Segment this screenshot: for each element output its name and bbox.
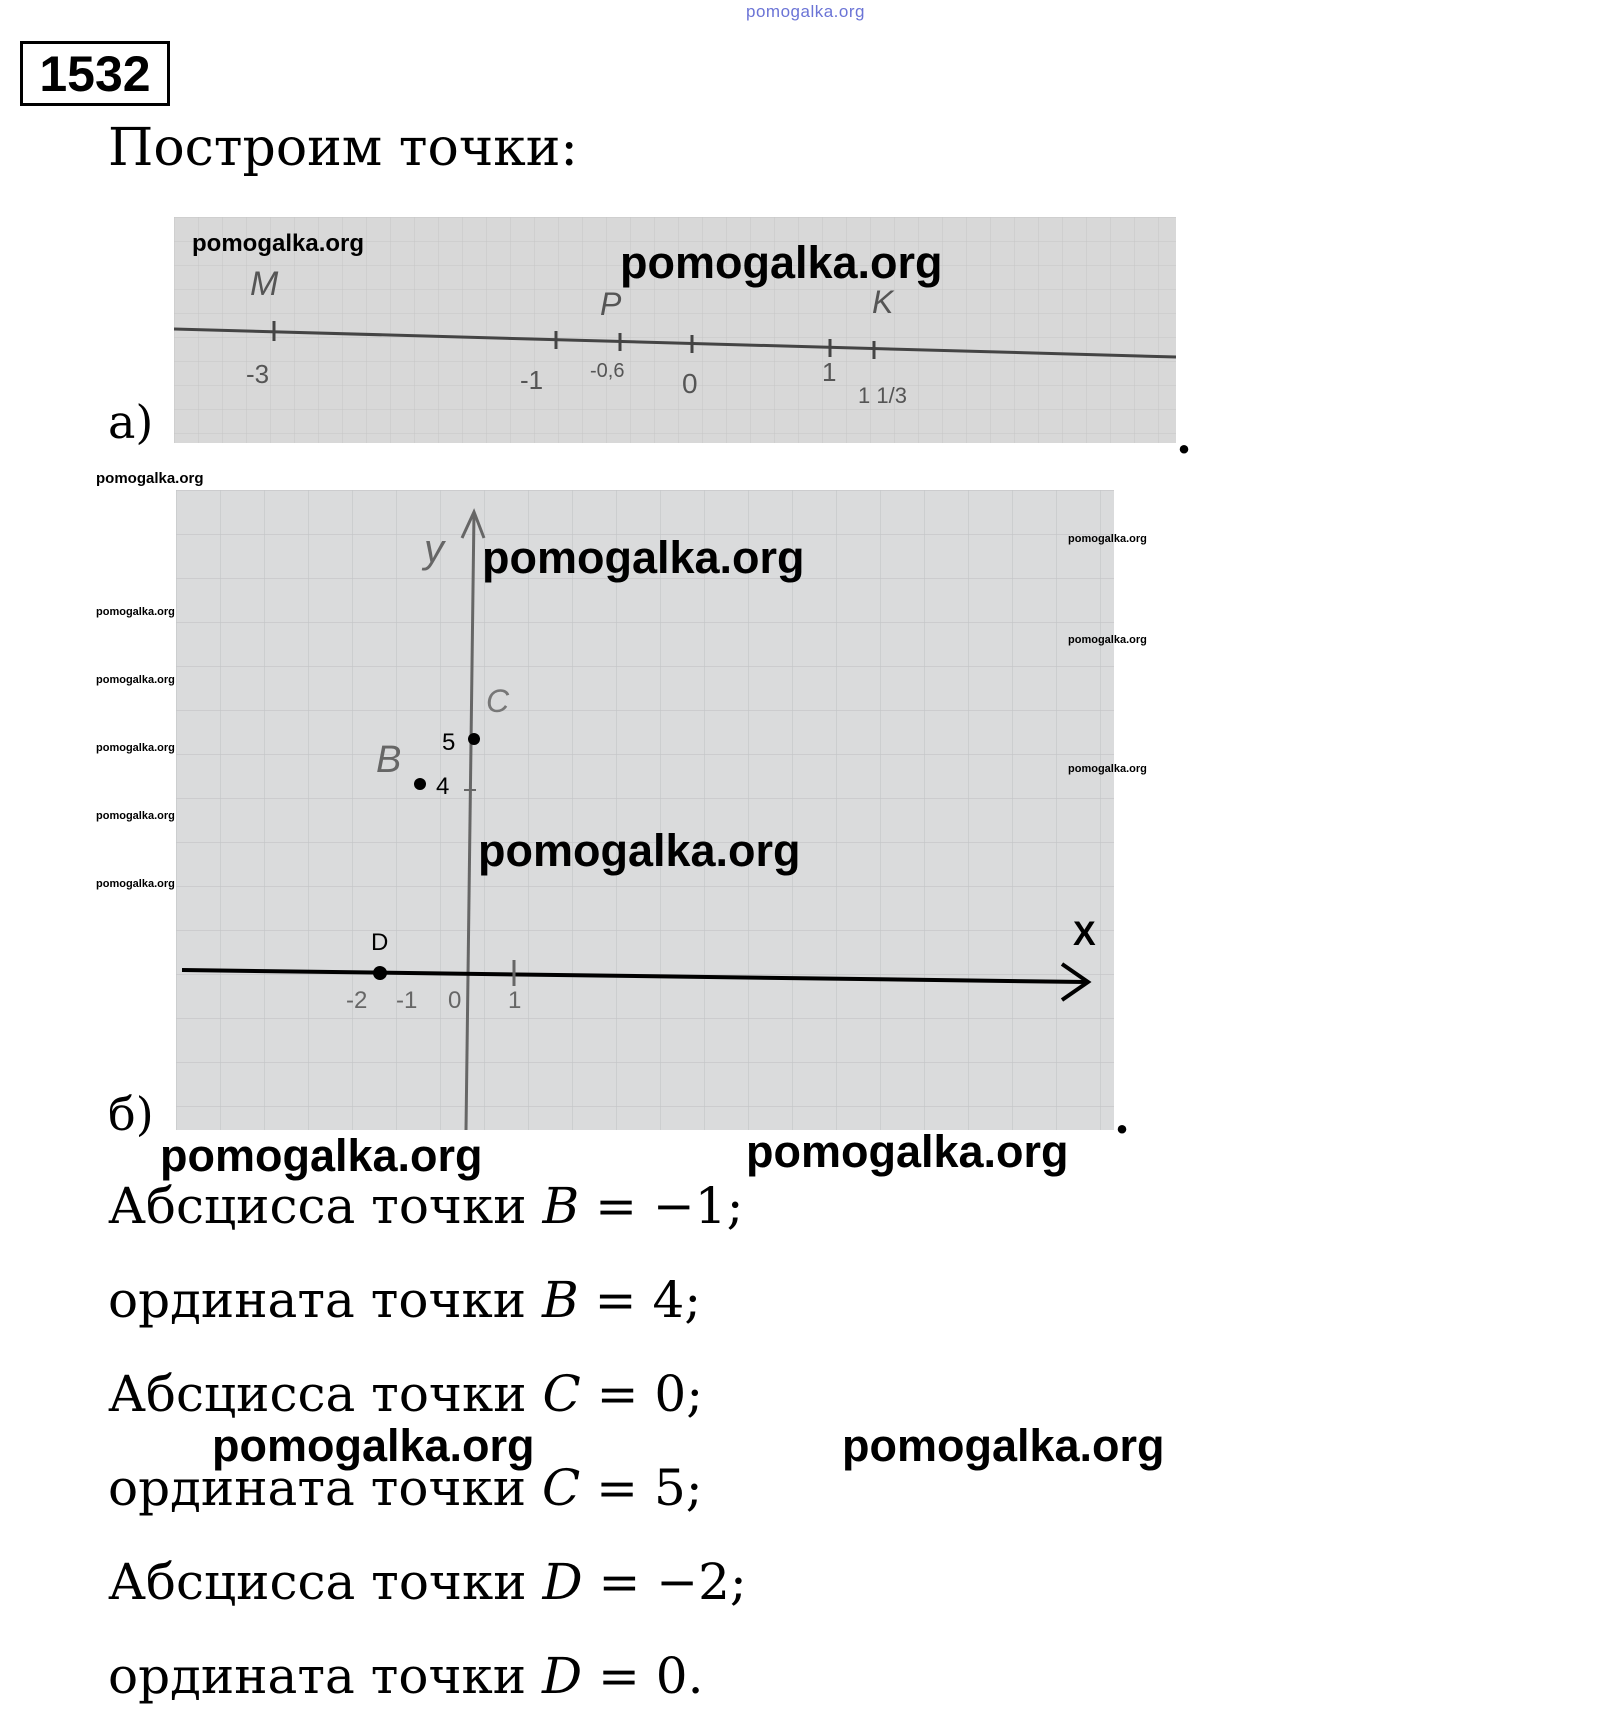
tick-label: -1 <box>520 365 544 395</box>
watermark: pomogalka.org <box>1068 634 1147 646</box>
point-b-label: B <box>376 739 402 781</box>
tick-label: -3 <box>246 359 270 389</box>
x-tick-label: -1 <box>396 987 418 1014</box>
point-b <box>414 778 426 790</box>
answer-line: ордината точки B = 4; <box>108 1271 702 1329</box>
watermark: pomogalka.org <box>96 878 175 890</box>
answer-line: Абсцисса точки B = −1; <box>108 1177 744 1235</box>
tick-label: 0 <box>682 368 698 399</box>
grid <box>176 490 1114 1130</box>
watermark: pomogalka.org <box>160 1130 483 1181</box>
tick-label: 1 1/3 <box>858 383 907 408</box>
point-label-p: P <box>600 286 622 322</box>
watermark: pomogalka.org <box>482 532 805 583</box>
point-c <box>468 733 480 745</box>
point-d <box>373 966 387 980</box>
point-c-label: C <box>486 683 510 719</box>
tick-label: 1 <box>822 357 837 387</box>
top-watermark: pomogalka.org <box>746 2 865 21</box>
x-tick-label: -2 <box>346 987 368 1014</box>
answer-line: Абсцисса точки D = −2; <box>108 1553 747 1611</box>
point-label-k: K <box>872 284 894 320</box>
x-axis-label: X <box>1073 915 1096 953</box>
watermark: pomogalka.org <box>96 606 175 618</box>
coordinate-plane-image <box>176 490 1114 1130</box>
watermark: pomogalka.org <box>1068 763 1147 775</box>
coordinate-plane-svg <box>176 490 1114 1130</box>
y-axis-label: y <box>424 527 444 571</box>
answer-line: Абсцисса точки C = 0; <box>108 1365 704 1423</box>
end-dot-b: . <box>1114 1090 1131 1144</box>
watermark: pomogalka.org <box>96 470 204 487</box>
watermark: pomogalka.org <box>96 674 175 686</box>
tick-5-label: 5 <box>442 729 456 756</box>
end-dot-a: . <box>1176 410 1193 464</box>
watermark: pomogalka.org <box>96 810 175 822</box>
x-tick-label: 0 <box>448 987 462 1014</box>
problem-number: 1532 <box>20 41 170 106</box>
answer-line: ордината точки D = 0. <box>108 1647 704 1705</box>
watermark: pomogalka.org <box>96 742 175 754</box>
watermark: pomogalka.org <box>192 230 365 257</box>
watermark: pomogalka.org <box>620 237 943 288</box>
part-a-label: а) <box>108 395 154 449</box>
heading: Построим точки: <box>108 118 578 178</box>
tick-label: -0,6 <box>590 360 625 382</box>
point-d-label: D <box>371 929 389 956</box>
tick-4-label: 4 <box>436 773 450 800</box>
watermark: pomogalka.org <box>1068 533 1147 545</box>
watermark: pomogalka.org <box>478 825 801 876</box>
x-tick-label: 1 <box>508 987 522 1014</box>
watermark: pomogalka.org <box>746 1126 1069 1177</box>
answer-line: ордината точки C = 5; <box>108 1459 703 1517</box>
part-b-label: б) <box>108 1087 154 1141</box>
watermark: pomogalka.org <box>842 1420 1165 1471</box>
point-label-m: M <box>250 265 279 303</box>
watermark: pomogalka.org <box>212 1420 535 1471</box>
